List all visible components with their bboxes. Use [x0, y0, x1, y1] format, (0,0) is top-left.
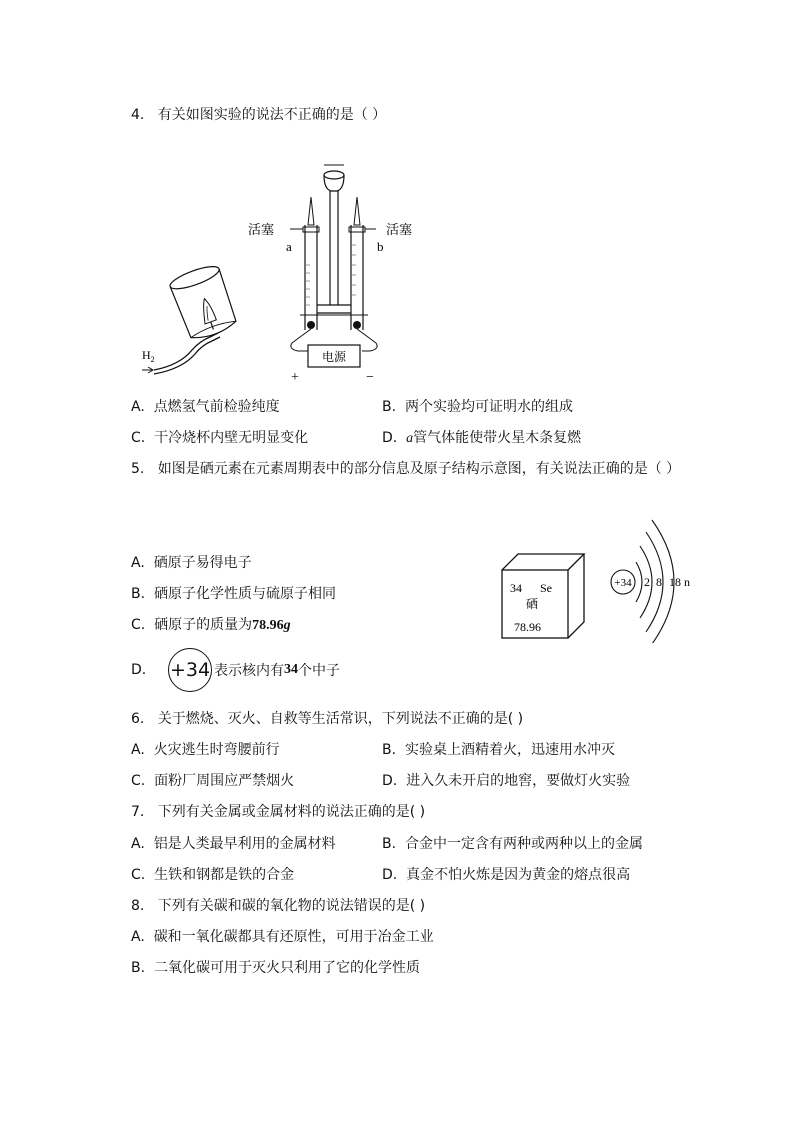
periodic-cell — [502, 554, 584, 638]
atom-structure — [611, 520, 690, 643]
atomic-mass: 78.96 — [514, 620, 541, 634]
shell-3: 18 — [669, 575, 681, 589]
selenium-figure — [498, 518, 698, 643]
q4-option-d[interactable]: D. a管气体能使带火星木条复燃 — [382, 430, 582, 446]
atomic-number: 34 — [510, 581, 522, 595]
q7-option-d[interactable]: D. 真金不怕火炼是因为黄金的熔点很高 — [382, 867, 631, 883]
question-text: 下列有关金属或金属材料的说法正确的是( ) — [157, 804, 426, 820]
question-text: 有关如图实验的说法不正确的是（ ） — [157, 107, 387, 123]
question-7-stem — [131, 801, 425, 821]
nucleus-charge: +34 — [614, 577, 632, 589]
question-8-stem — [131, 895, 425, 915]
valve-right-label: 活塞 — [386, 222, 413, 237]
minus-sign: − — [366, 370, 374, 385]
q5-option-a[interactable]: A. 硒原子易得电子 — [131, 555, 252, 571]
question-number: 6. — [131, 711, 145, 727]
valve-left-label: 活塞 — [248, 222, 275, 237]
tube-b-label: b — [377, 239, 384, 254]
shell-1: 2 — [644, 575, 650, 589]
element-name: 硒 — [526, 597, 539, 611]
q4-option-c[interactable]: C. 干冷烧杯内壁无明显变化 — [131, 430, 309, 446]
element-symbol: Se — [540, 581, 552, 595]
q7-option-b[interactable]: B. 合金中一定含有两种或两种以上的金属 — [382, 836, 643, 852]
question-6-stem — [131, 708, 523, 728]
q6-option-d[interactable]: D. 进入久未开启的地窖，要做灯火实验 — [382, 773, 631, 789]
q7-option-a[interactable]: A. 铝是人类最早利用的金属材料 — [131, 836, 336, 852]
q6-option-a[interactable]: A. 火灾逃生时弯腰前行 — [131, 742, 280, 758]
question-text: 下列有关碳和碳的氧化物的说法错误的是( ) — [157, 898, 426, 914]
nucleus-circle: +34 — [168, 648, 212, 692]
question-number: 8. — [131, 898, 145, 914]
q8-option-a[interactable]: A. 碳和一氧化碳都具有还原性，可用于冶金工业 — [131, 929, 434, 945]
question-number: 4. — [131, 107, 145, 123]
question-text: 关于燃烧、灭火、自救等生活常识，下列说法不正确的是( ) — [157, 711, 524, 727]
tube-a-label: a — [286, 239, 292, 254]
q5-option-d[interactable]: D. +34 表示核内有 34 个中子 — [131, 650, 340, 690]
shell-4: n — [684, 575, 690, 589]
q6-option-b[interactable]: B. 实验桌上酒精着火，迅速用水冲灭 — [382, 742, 615, 758]
q5-option-c[interactable]: C. 硒原子的质量为78.96g — [131, 617, 291, 633]
plus-sign: + — [291, 370, 299, 385]
q6-option-c[interactable]: C. 面粉厂周围应严禁烟火 — [131, 773, 295, 789]
electrolysis-figure — [140, 155, 420, 390]
q4-option-b[interactable]: B. 两个实验均可证明水的组成 — [382, 399, 573, 415]
question-number: 7. — [131, 804, 145, 820]
q8-option-b[interactable]: B. 二氧化碳可用于灭火只利用了它的化学性质 — [131, 960, 420, 976]
question-5-stem — [131, 458, 680, 478]
h2-label: $H_2$ — [142, 348, 155, 364]
question-text: 如图是硒元素在元素周期表中的部分信息及原子结构示意图，有关说法正确的是（ ） — [157, 461, 681, 477]
q5-option-b[interactable]: B. 硒原子化学性质与硫原子相同 — [131, 586, 336, 602]
question-4-stem — [131, 104, 386, 124]
shell-2: 8 — [656, 575, 662, 589]
power-source-label: 电源 — [321, 350, 347, 364]
q7-option-c[interactable]: C. 生铁和钢都是铁的合金 — [131, 867, 295, 883]
beaker-flame-drawing — [168, 262, 240, 343]
q4-option-a[interactable]: A. 点燃氢气前检验纯度 — [131, 399, 280, 415]
question-number: 5. — [131, 461, 145, 477]
